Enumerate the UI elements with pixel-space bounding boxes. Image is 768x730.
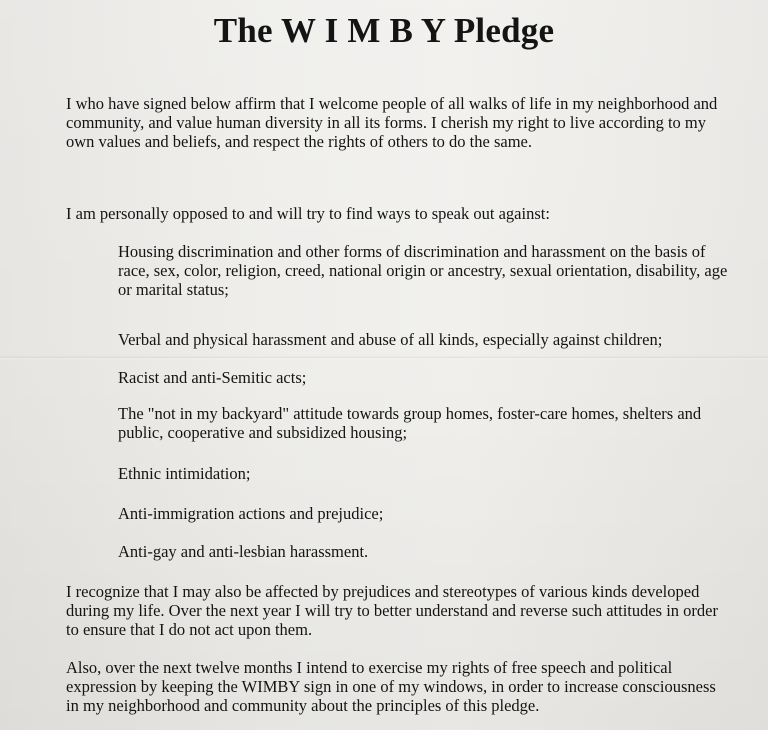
opposed-item-anti-immigration: Anti-immigration actions and prejudice; bbox=[118, 504, 384, 523]
pledge-title: The W I M B Y Pledge bbox=[213, 11, 555, 50]
opposed-item-ethnic-intimidation: Ethnic intimidation; bbox=[118, 464, 251, 483]
opposed-item-nimby-attitude: The "not in my backyard" attitude towards group homes, foster-care homes, shelters and public, cooperative and subsidized housing; bbox=[118, 404, 702, 443]
opposed-item-racist-acts: Racist and anti-Semitic acts; bbox=[118, 368, 307, 387]
opposed-item-harassment-abuse: Verbal and physical harassment and abuse of all kinds, especially against children; bbox=[118, 330, 663, 349]
recognition-paragraph: I recognize that I may also be affected by prejudices and stereotypes of various kinds developed during my life. Over the next year I will try to better understand and reverse such attitudes in order to ensure that I do not act upon them. bbox=[66, 582, 718, 640]
intro-paragraph: I who have signed below affirm that I welcome people of all walks of life in my neighborhood and community, and value human diversity in all its forms. I cherish my right to live according to my own values and beliefs, and respect the rights of others to do the same. bbox=[66, 94, 718, 152]
opposed-item-housing-discrimination: Housing discrimination and other forms of discrimination and harassment on the basis of race, sex, color, religion, creed, national origin or ancestry, sexual orientation, disability, age or marital status; bbox=[118, 242, 728, 300]
opposed-item-anti-gay-lesbian: Anti-gay and anti-lesbian harassment. bbox=[118, 542, 369, 561]
commitment-paragraph: Also, over the next twelve months I intend to exercise my rights of free speech and political expression by keeping the WIMBY sign in one of my windows, in order to increase consciousness in my neighborhood and community about the principles of this pledge. bbox=[66, 658, 716, 716]
lead-in-paragraph: I am personally opposed to and will try to find ways to speak out against: bbox=[66, 204, 550, 223]
